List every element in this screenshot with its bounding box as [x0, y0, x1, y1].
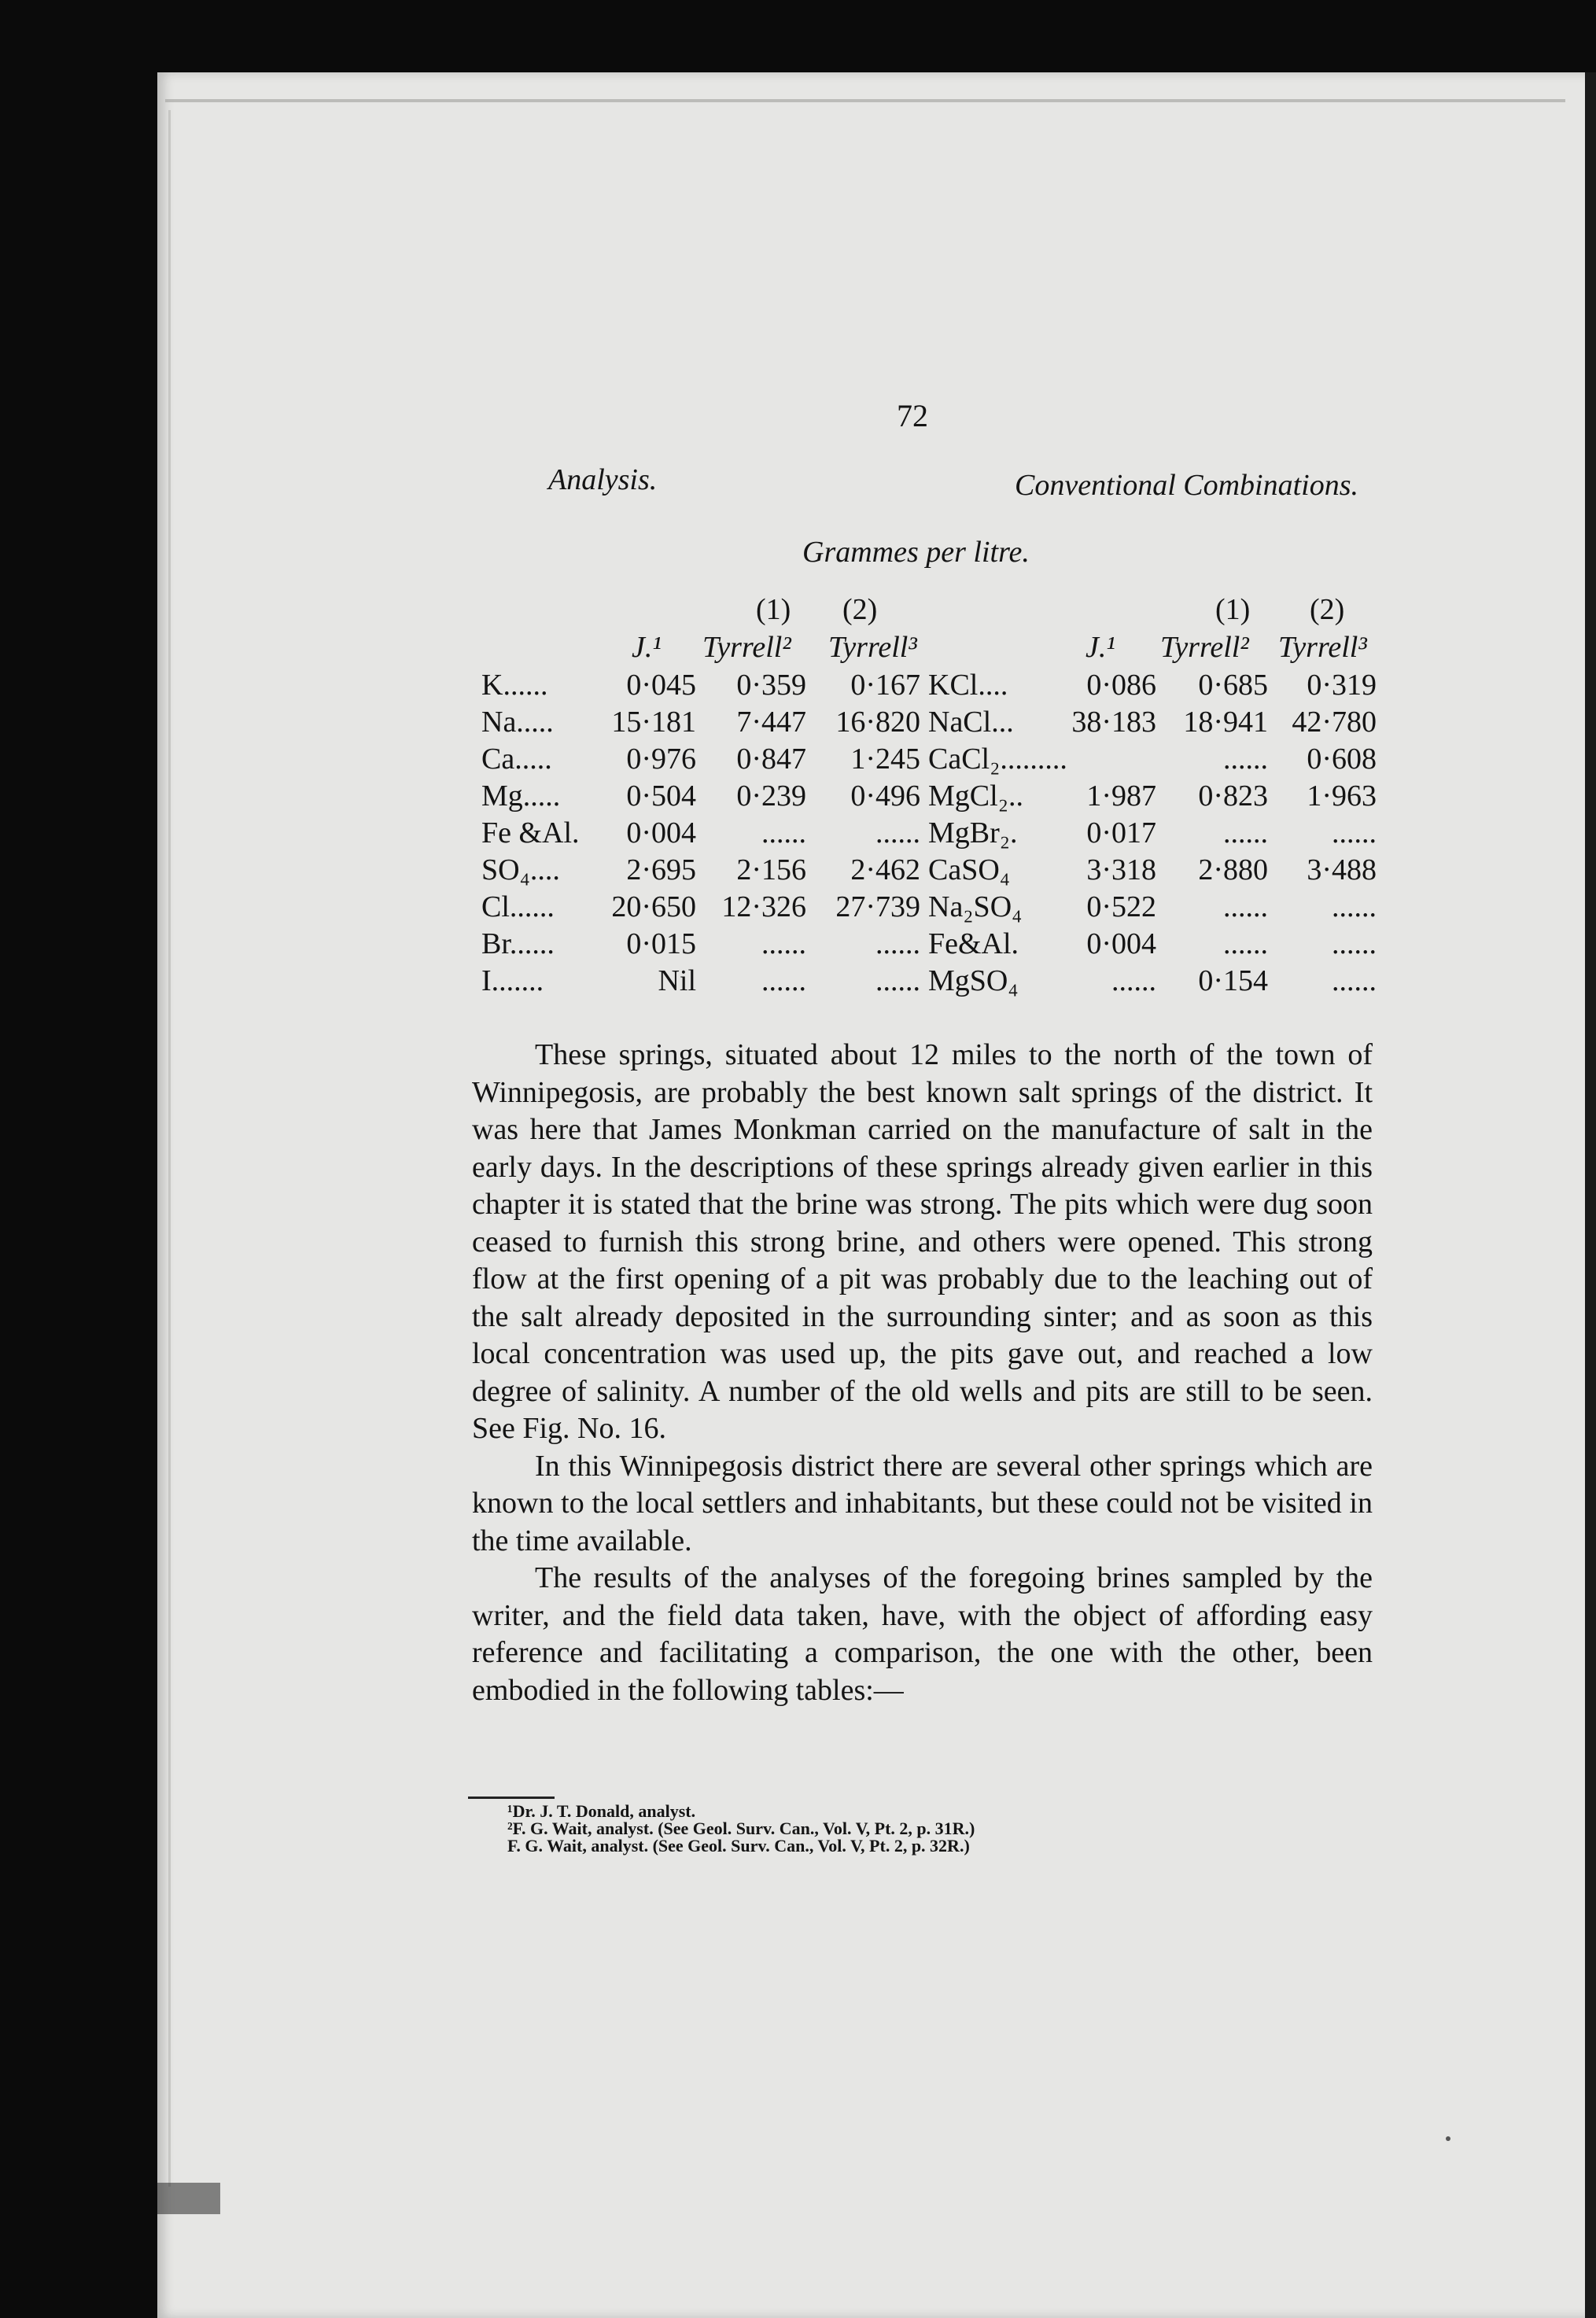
combination-cell: ...... [1332, 816, 1377, 849]
combination-row-label: NaCl... [928, 706, 1014, 739]
analysis-cell: 0·359 [736, 669, 806, 702]
analysis-row-label: Mg..... [481, 779, 561, 813]
analysis-cell: ...... [875, 964, 920, 997]
analysis-cell: ...... [875, 927, 920, 960]
footnote-rule [468, 1797, 555, 1799]
combination-row-label: CaCl₂......... [928, 743, 1067, 776]
analysis-cell: Nil [658, 964, 696, 997]
paragraph: In this Winnipegosis district there are several other springs which are known to the local settlers and inhabitants, but these could not be visited in the time available. [472, 1449, 1373, 1557]
combination-row-label: MgSO₄ [928, 964, 1019, 997]
analysis-col-name: J.¹ [632, 631, 662, 664]
page-edge-top [165, 99, 1565, 102]
analysis-cell: 12·326 [721, 890, 806, 923]
combination-cell: 1·987 [1086, 779, 1156, 813]
analysis-cell: 1·245 [850, 743, 920, 776]
analysis-row-label: Na..... [481, 706, 554, 739]
analysis-row-label: Fe &Al. [481, 816, 580, 849]
analysis-cell: 2·156 [736, 853, 806, 886]
units-heading: Grammes per litre. [802, 536, 1030, 569]
analysis-cell: 0·045 [626, 669, 696, 702]
combination-col-name: Tyrrell³ [1278, 631, 1367, 664]
analysis-cell: 16·820 [835, 706, 920, 739]
paragraph: The results of the analyses of the foregoing brines sampled by the writer, and the field data taken, have, with the object of affording easy reference and facilitating a comparison, the one with the other, been embodied in the following tables:— [472, 1561, 1373, 1707]
combination-cell: 18·941 [1183, 706, 1268, 739]
page-number: 72 [897, 398, 928, 433]
combination-cell: 0·086 [1086, 669, 1156, 702]
analysis-col-name: Tyrrell² [702, 631, 791, 664]
analysis-cell: 2·462 [850, 853, 920, 886]
analysis-row-label: I....... [481, 964, 544, 997]
combination-cell: 0·154 [1198, 964, 1268, 997]
analysis-cell: 0·004 [626, 816, 696, 849]
combination-col-num: (2) [1310, 593, 1345, 626]
combination-cell: 0·522 [1086, 890, 1156, 923]
scan-speck [1446, 2136, 1450, 2141]
analysis-cell: ...... [761, 927, 806, 960]
analysis-cell: 7·447 [736, 706, 806, 739]
combination-cell: 0·017 [1086, 816, 1156, 849]
combination-cell: 0·004 [1086, 927, 1156, 960]
analysis-heading: Analysis. [548, 463, 658, 496]
combination-row-label: Fe&Al. [928, 927, 1019, 960]
analysis-cell: ...... [761, 816, 806, 849]
binding-gutter [1585, 72, 1596, 2318]
analysis-row-label: K...... [481, 669, 548, 702]
combination-cell: 0·319 [1307, 669, 1377, 702]
analysis-col-num: (2) [842, 593, 878, 626]
combination-col-name: Tyrrell² [1160, 631, 1249, 664]
combination-cell: 3·488 [1307, 853, 1377, 886]
analysis-cell: 2·695 [626, 853, 696, 886]
combinations-heading: Conventional Combinations. [1015, 469, 1358, 502]
analysis-col-name: Tyrrell³ [828, 631, 917, 664]
combination-cell: 0·608 [1307, 743, 1377, 776]
footnote: ¹Dr. J. T. Donald, analyst. [507, 1801, 696, 1821]
combination-cell: ...... [1223, 890, 1268, 923]
analysis-cell: 20·650 [611, 890, 696, 923]
combination-cell: ...... [1223, 816, 1268, 849]
analysis-cell: 0·976 [626, 743, 696, 776]
footnote: ²F. G. Wait, analyst. (See Geol. Surv. Can., Vol. V, Pt. 2, p. 31R.) [507, 1819, 975, 1838]
analysis-cell: 0·239 [736, 779, 806, 813]
analysis-cell: 0·504 [626, 779, 696, 813]
footnote: F. G. Wait, analyst. (See Geol. Surv. Can., Vol. V, Pt. 2, p. 32R.) [507, 1836, 970, 1856]
combination-cell: ...... [1332, 927, 1377, 960]
analysis-cell: ...... [761, 964, 806, 997]
combination-cell: 42·780 [1292, 706, 1377, 739]
analysis-row-label: Cl...... [481, 890, 555, 923]
combination-row-label: KCl.... [928, 669, 1008, 702]
analysis-row-label: Ca..... [481, 743, 552, 776]
combination-cell: 0·685 [1198, 669, 1268, 702]
analysis-cell: 0·015 [626, 927, 696, 960]
combination-cell: 0·823 [1198, 779, 1268, 813]
combination-row-label: MgCl₂.. [928, 779, 1023, 813]
analysis-cell: 27·739 [835, 890, 920, 923]
body-text [472, 1037, 1373, 1709]
scan-smudge [157, 2183, 220, 2214]
combination-cell: ...... [1223, 743, 1268, 776]
combination-cell: ...... [1223, 927, 1268, 960]
combination-cell: ...... [1111, 964, 1156, 997]
analysis-cell: 0·496 [850, 779, 920, 813]
combination-col-name: J.¹ [1086, 631, 1115, 664]
combination-col-num: (1) [1215, 593, 1251, 626]
combination-cell: 38·183 [1071, 706, 1156, 739]
analysis-row-label: SO₄.... [481, 853, 560, 886]
combination-cell: 3·318 [1086, 853, 1156, 886]
combination-row-label: Na₂SO₄ [928, 890, 1023, 923]
combination-cell: 1·963 [1307, 779, 1377, 813]
combination-row-label: MgBr₂. [928, 816, 1018, 849]
combination-row-label: CaSO₄ [928, 853, 1011, 886]
analysis-row-label: Br...... [481, 927, 555, 960]
analysis-cell: 15·181 [611, 706, 696, 739]
analysis-col-num: (1) [756, 593, 791, 626]
page-edge-left [168, 110, 171, 2187]
analysis-cell: ...... [875, 816, 920, 849]
combination-cell: 2·880 [1198, 853, 1268, 886]
combination-cell: ...... [1332, 890, 1377, 923]
analysis-cell: 0·167 [850, 669, 920, 702]
combination-cell: ...... [1332, 964, 1377, 997]
paragraph: These springs, situated about 12 miles to the north of the town of Winnipegosis, are probably the best known salt springs of the district. It was here that James Monkman carried on the manufacture of salt in the early days. In the descriptions of these springs already given earlier in this chapter it is stated that the brine was strong. The pits which were dug soon ceased to furnish this strong brine, and others were opened. This strong flow at the first opening of a pit was probably due to the leaching out of the salt already deposited in the surrounding sinter; and as soon as this local concentration was used up, the pits gave out, and reached a low degree of salinity. A number of the old wells and pits are still to be seen. See Fig. No. 16. [472, 1038, 1373, 1445]
analysis-cell: 0·847 [736, 743, 806, 776]
